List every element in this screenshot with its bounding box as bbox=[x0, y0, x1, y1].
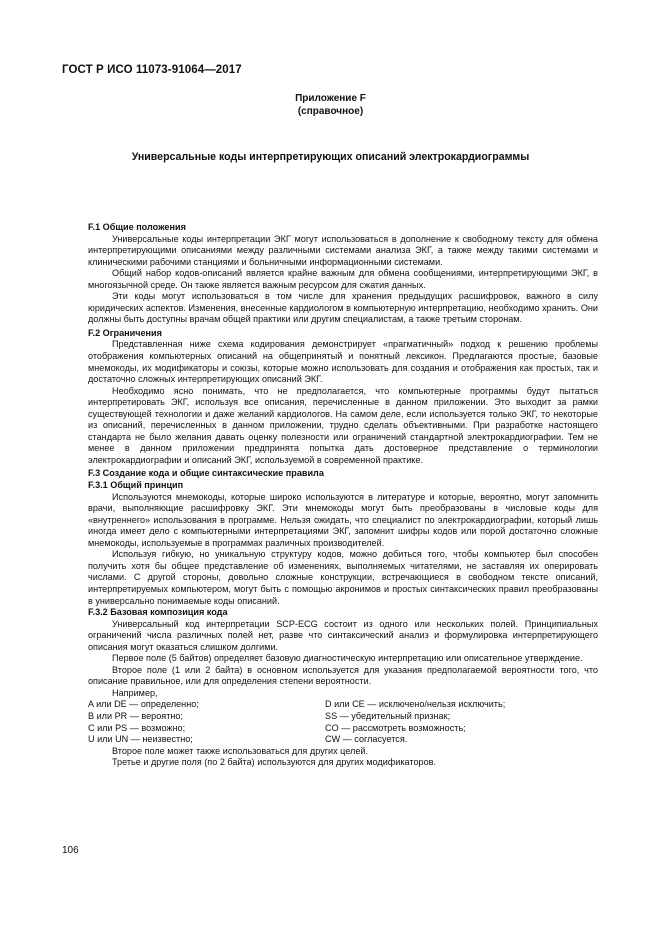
appendix-type: (справочное) bbox=[297, 105, 364, 117]
example-item: D или CE — исключено/нельзя исключить; bbox=[325, 699, 506, 710]
section-f32-paragraph: Второе поле может также использоваться для других целей. bbox=[112, 745, 368, 756]
section-f2-heading: F.2 Ограничения bbox=[88, 327, 162, 338]
section-f1-paragraph: Эти коды могут использоваться в том числе для хранения предыдущих расшифровок, важного в силу юридических аспектов. Изменения, внесенные кардиологом в компьютерную интерпретацию, необходимо хранить. Они должны быть доступны врачам общей практики или другим специалистам, а также третьим сторонам. bbox=[88, 291, 598, 325]
main-title: Универсальные коды интерпретирующих описаний электрокардиограммы bbox=[131, 151, 530, 163]
example-item: CO — рассмотреть возможность; bbox=[325, 722, 466, 733]
example-item: B или PR — вероятно; bbox=[88, 710, 183, 721]
section-f1-heading: F.1 Общие положения bbox=[88, 222, 186, 232]
example-intro: Например, bbox=[112, 687, 158, 698]
appendix-heading bbox=[0, 93, 661, 118]
example-item: SS — убедительный признак; bbox=[325, 710, 451, 721]
section-f1-paragraph: Общий набор кодов-описаний является крайне важным для обмена сообщениями, интерпретирующими ЭКГ, в многоязычной среде. Он также является важным ресурсом для сжатия данных. bbox=[88, 268, 598, 290]
section-f32-paragraph: Первое поле (5 байтов) определяет базовую диагностическую интерпретацию или описательное утверждение. bbox=[112, 653, 583, 664]
section-f31-paragraph: Используя гибкую, но уникальную структуру кодов, можно добиться того, чтобы компьютер был способен получить хотя бы общее представление об изменениях, выполняемых читателями, не заставляя их оперировать числами. С другой стороны, довольно сложные конструкции, встречающиеся в свободном тексте описаний, интерпретируемых компьютером, могут быть с помощью акронимов и простых синтаксических правил преобразованы в универсально понимаемые коды описаний. bbox=[88, 549, 598, 606]
example-list bbox=[88, 699, 598, 745]
example-item: U или UN — неизвестно; bbox=[88, 734, 193, 745]
section-f32-paragraph: Третье и другие поля (по 2 байта) используются для других модификаторов. bbox=[112, 757, 436, 768]
body-text bbox=[88, 222, 598, 769]
example-item: CW — согласуется. bbox=[325, 734, 408, 745]
example-item: C или PS — возможно; bbox=[88, 722, 186, 733]
appendix-title: Приложение F bbox=[295, 93, 366, 104]
page-number: 106 bbox=[62, 845, 79, 856]
section-f3-heading: F.3 Создание кода и общие синтаксические правила bbox=[88, 468, 324, 479]
section-f31-paragraph: Используются мнемокоды, которые широко используются в литературе и которые, вероятно, могут запомнить врачи, выполняющие расшифровку ЭКГ. Эти мнемокоды могут быть преобразованы в числовые коды для «внутреннего» использования в программе. Нельзя ожидать, что специалист по электрокардиографии, который лишь иногда имеет дело с компьютерными интерпретациями ЭКГ, запомнит шифры кодов или порой достаточно сложные мнемокоды, используемые в программах различных производителей. bbox=[88, 491, 598, 548]
section-f32-paragraph: Второе поле (1 или 2 байта) в основном используется для указания предполагаемой вероятности того, что описание правильное, или для определения степени вероятности. bbox=[88, 664, 598, 687]
section-f32-heading: F.3.2 Базовая композиция кода bbox=[88, 607, 228, 618]
section-f31-heading: F.3.1 Общий принцип bbox=[88, 480, 184, 491]
example-item: A или DE — определенно; bbox=[88, 699, 199, 710]
section-f2-paragraph: Необходимо ясно понимать, что не предполагается, что компьютерные программы будут пытаться интерпретировать ЭКГ, используя все описания, перечисленные в данном приложении. Это выходит за рамки существующей технологии и даже желаний кардиологов. На самом деле, если используется только ЭКГ, то некоторые из описаний, перечисленных в данном приложении, трудно сделать объективными. При разработке настоящего стандарта не было желания давать оценку полезности или ограничений стандартной электрокардиографии. Тем не менее в данном приложении предпринята попытка дать достоверное представление о терминологии электрокардиографии и описаний ЭКГ, используемой в современной практике. bbox=[88, 385, 598, 465]
standard-designation: ГОСТ Р ИСО 11073-91064—2017 bbox=[62, 64, 242, 76]
section-f1-paragraph: Универсальные коды интерпретации ЭКГ могут использоваться в дополнение к свободному тексту для обмена интерпретирующими описаниями между различными системами анализа ЭКГ, а также между такими системами и клиническими рабочими станциями и больничными информационными системами. bbox=[88, 233, 598, 267]
section-f2-paragraph: Представленная ниже схема кодирования демонстрирует «прагматичный» подход к решению проблемы отображения компьютерных описаний на общепринятый и понятный лексикон. Предлагаются простые, базовые мнемокоды, их модификаторы и союзы, которые можно использовать для создания и отображения как простых, так и достаточно сложных интерпретирующих описаний ЭКГ. bbox=[88, 339, 598, 385]
section-f32-paragraph: Универсальный код интерпретации SCP-ECG состоит из одного или нескольких полей. Принципиальных ограничений числа различных полей нет, разве что синтаксический анализ и формулировка интерпретирующего описания могут оказаться слишком долгими. bbox=[88, 618, 598, 652]
